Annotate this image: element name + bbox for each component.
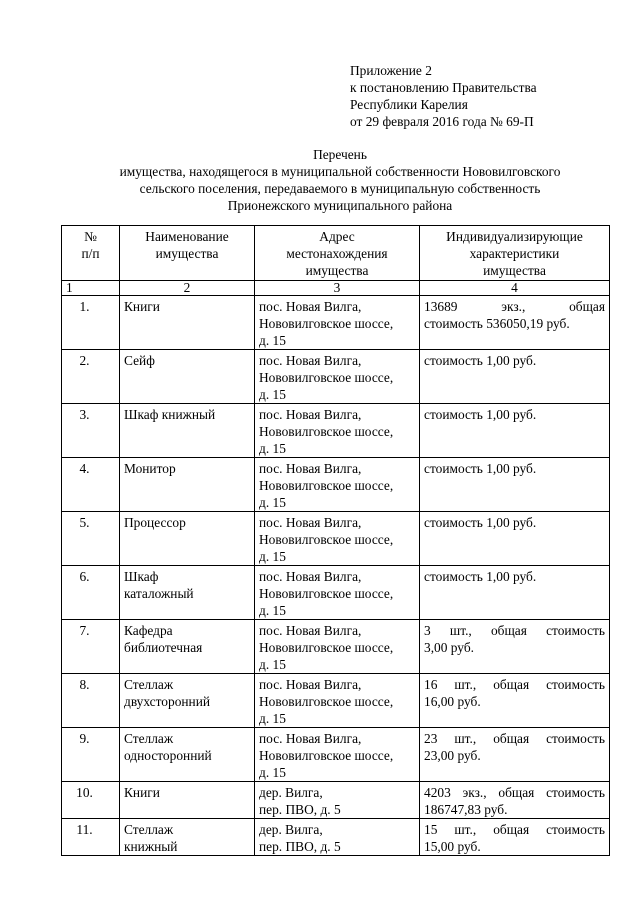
item-characteristics-line: 16 шт., общая стоимость xyxy=(424,677,605,692)
item-address-line: Нововилговское шоссе, xyxy=(259,424,394,439)
item-characteristics xyxy=(420,512,610,566)
item-characteristics-line: стоимость 536050,19 руб. xyxy=(424,316,570,331)
item-address-line: пос. Новая Вилга, xyxy=(259,677,362,692)
item-characteristics-line: 4203 экз., общая стоимость xyxy=(424,785,605,800)
item-name-line: Кафедра xyxy=(124,623,173,638)
item-characteristics xyxy=(420,728,610,782)
item-name-line: Книги xyxy=(124,299,160,314)
item-address-line: Нововилговское шоссе, xyxy=(259,748,394,763)
column-number: 4 xyxy=(420,281,610,296)
item-address-line: д. 15 xyxy=(259,765,286,780)
item-name-line: Монитор xyxy=(124,461,176,476)
table-row xyxy=(62,782,610,819)
item-address xyxy=(255,674,420,728)
item-address xyxy=(255,512,420,566)
item-address-line: пос. Новая Вилга, xyxy=(259,569,362,584)
header-number: № п/п xyxy=(62,226,120,281)
item-name xyxy=(120,566,255,620)
item-name xyxy=(120,620,255,674)
table-row xyxy=(62,566,610,620)
annex-header xyxy=(350,62,610,130)
document-title xyxy=(60,146,620,214)
item-address-line: Нововилговское шоссе, xyxy=(259,316,394,331)
title-line-2: имущества, находящегося в муниципальной собственности Нововилговского xyxy=(119,164,561,179)
title-line-4: Прионежского муниципального района xyxy=(227,198,453,213)
item-address-line: д. 15 xyxy=(259,711,286,726)
row-number: 1. xyxy=(62,296,120,350)
item-characteristics-line: 3,00 руб. xyxy=(424,640,474,655)
item-name xyxy=(120,350,255,404)
item-name-line: Процессор xyxy=(124,515,186,530)
item-address xyxy=(255,782,420,819)
item-name-line: односторонний xyxy=(124,748,212,763)
item-characteristics xyxy=(420,458,610,512)
item-address xyxy=(255,458,420,512)
table-header-row xyxy=(62,226,610,281)
annex-line-4: от 29 февраля 2016 года № 69-П xyxy=(350,114,534,129)
table-row xyxy=(62,350,610,404)
header-name: Наименование имущества xyxy=(120,226,255,281)
item-characteristics-line: 16,00 руб. xyxy=(424,694,481,709)
item-characteristics-line: 186747,83 руб. xyxy=(424,802,508,817)
item-address-line: Нововилговское шоссе, xyxy=(259,586,394,601)
annex-line-1: Приложение 2 xyxy=(350,63,432,78)
table-row xyxy=(62,819,610,856)
property-table xyxy=(61,225,610,856)
item-name-line: Шкаф xyxy=(124,569,159,584)
item-address xyxy=(255,620,420,674)
item-address-line: д. 15 xyxy=(259,603,286,618)
item-address-line: Нововилговское шоссе, xyxy=(259,694,394,709)
item-name xyxy=(120,782,255,819)
annex-line-3: Республики Карелия xyxy=(350,97,468,112)
row-number: 4. xyxy=(62,458,120,512)
item-characteristics-line: 13689 экз., общая xyxy=(424,299,605,314)
item-characteristics xyxy=(420,782,610,819)
item-address-line: дер. Вилга, xyxy=(259,822,323,837)
item-name-line: каталожный xyxy=(124,586,194,601)
item-address-line: Нововилговское шоссе, xyxy=(259,370,394,385)
item-address-line: д. 15 xyxy=(259,657,286,672)
item-address-line: пос. Новая Вилга, xyxy=(259,299,362,314)
item-address xyxy=(255,350,420,404)
item-address-line: пер. ПВО, д. 5 xyxy=(259,802,341,817)
item-characteristics-line: стоимость 1,00 руб. xyxy=(424,353,537,368)
row-number: 11. xyxy=(62,819,120,856)
item-name xyxy=(120,819,255,856)
item-name xyxy=(120,512,255,566)
item-name xyxy=(120,728,255,782)
item-name-line: Книги xyxy=(124,785,160,800)
item-characteristics-line: стоимость 1,00 руб. xyxy=(424,515,537,530)
item-characteristics xyxy=(420,350,610,404)
item-address-line: пос. Новая Вилга, xyxy=(259,461,362,476)
item-characteristics-line: стоимость 1,00 руб. xyxy=(424,461,537,476)
table-row xyxy=(62,674,610,728)
item-name-line: Стеллаж xyxy=(124,731,174,746)
item-address-line: пос. Новая Вилга, xyxy=(259,623,362,638)
item-address xyxy=(255,404,420,458)
item-address xyxy=(255,728,420,782)
item-characteristics-line: стоимость 1,00 руб. xyxy=(424,407,537,422)
item-characteristics-line: 3 шт., общая стоимость xyxy=(424,623,605,638)
item-address-line: Нововилговское шоссе, xyxy=(259,640,394,655)
title-line-1: Перечень xyxy=(313,147,367,162)
item-characteristics xyxy=(420,296,610,350)
row-number: 10. xyxy=(62,782,120,819)
item-address-line: д. 15 xyxy=(259,549,286,564)
header-characteristics: Индивидуализирующие характеристики имущества xyxy=(420,226,610,281)
item-characteristics xyxy=(420,620,610,674)
item-address-line: д. 15 xyxy=(259,387,286,402)
item-name xyxy=(120,458,255,512)
item-name-line: Шкаф книжный xyxy=(124,407,216,422)
item-address-line: д. 15 xyxy=(259,441,286,456)
column-number: 2 xyxy=(120,281,255,296)
item-address-line: пос. Новая Вилга, xyxy=(259,407,362,422)
row-number: 2. xyxy=(62,350,120,404)
item-name xyxy=(120,674,255,728)
item-name xyxy=(120,404,255,458)
item-characteristics xyxy=(420,404,610,458)
row-number: 7. xyxy=(62,620,120,674)
item-address-line: пос. Новая Вилга, xyxy=(259,731,362,746)
item-address-line: Нововилговское шоссе, xyxy=(259,478,394,493)
table-row xyxy=(62,620,610,674)
item-characteristics-line: стоимость 1,00 руб. xyxy=(424,569,537,584)
row-number: 5. xyxy=(62,512,120,566)
item-name-line: книжный xyxy=(124,839,178,854)
row-number: 9. xyxy=(62,728,120,782)
table-row xyxy=(62,404,610,458)
column-number-row xyxy=(62,281,610,296)
item-name-line: Стеллаж xyxy=(124,677,174,692)
column-number: 3 xyxy=(255,281,420,296)
item-characteristics xyxy=(420,819,610,856)
title-line-3: сельского поселения, передаваемого в муниципальную собственность xyxy=(139,181,541,196)
item-address xyxy=(255,819,420,856)
annex-line-2: к постановлению Правительства xyxy=(350,80,537,95)
item-address-line: дер. Вилга, xyxy=(259,785,323,800)
item-name-line: двухсторонний xyxy=(124,694,211,709)
table-row xyxy=(62,296,610,350)
row-number: 6. xyxy=(62,566,120,620)
item-address-line: д. 15 xyxy=(259,495,286,510)
item-characteristics-line: 23,00 руб. xyxy=(424,748,481,763)
row-number: 8. xyxy=(62,674,120,728)
item-address-line: д. 15 xyxy=(259,333,286,348)
item-address-line: пер. ПВО, д. 5 xyxy=(259,839,341,854)
table-row xyxy=(62,728,610,782)
item-address xyxy=(255,296,420,350)
item-characteristics-line: 15 шт., общая стоимость xyxy=(424,822,605,837)
item-characteristics-line: 23 шт., общая стоимость xyxy=(424,731,605,746)
item-address-line: пос. Новая Вилга, xyxy=(259,515,362,530)
item-name-line: Сейф xyxy=(124,353,155,368)
table-row xyxy=(62,458,610,512)
item-characteristics xyxy=(420,566,610,620)
item-name-line: Стеллаж xyxy=(124,822,174,837)
column-number: 1 xyxy=(62,281,120,296)
item-characteristics xyxy=(420,674,610,728)
item-address xyxy=(255,566,420,620)
item-address-line: Нововилговское шоссе, xyxy=(259,532,394,547)
item-name xyxy=(120,296,255,350)
item-characteristics-line: 15,00 руб. xyxy=(424,839,481,854)
header-address: Адрес местонахождения имущества xyxy=(255,226,420,281)
row-number: 3. xyxy=(62,404,120,458)
item-address-line: пос. Новая Вилга, xyxy=(259,353,362,368)
item-name-line: библиотечная xyxy=(124,640,203,655)
table-row xyxy=(62,512,610,566)
